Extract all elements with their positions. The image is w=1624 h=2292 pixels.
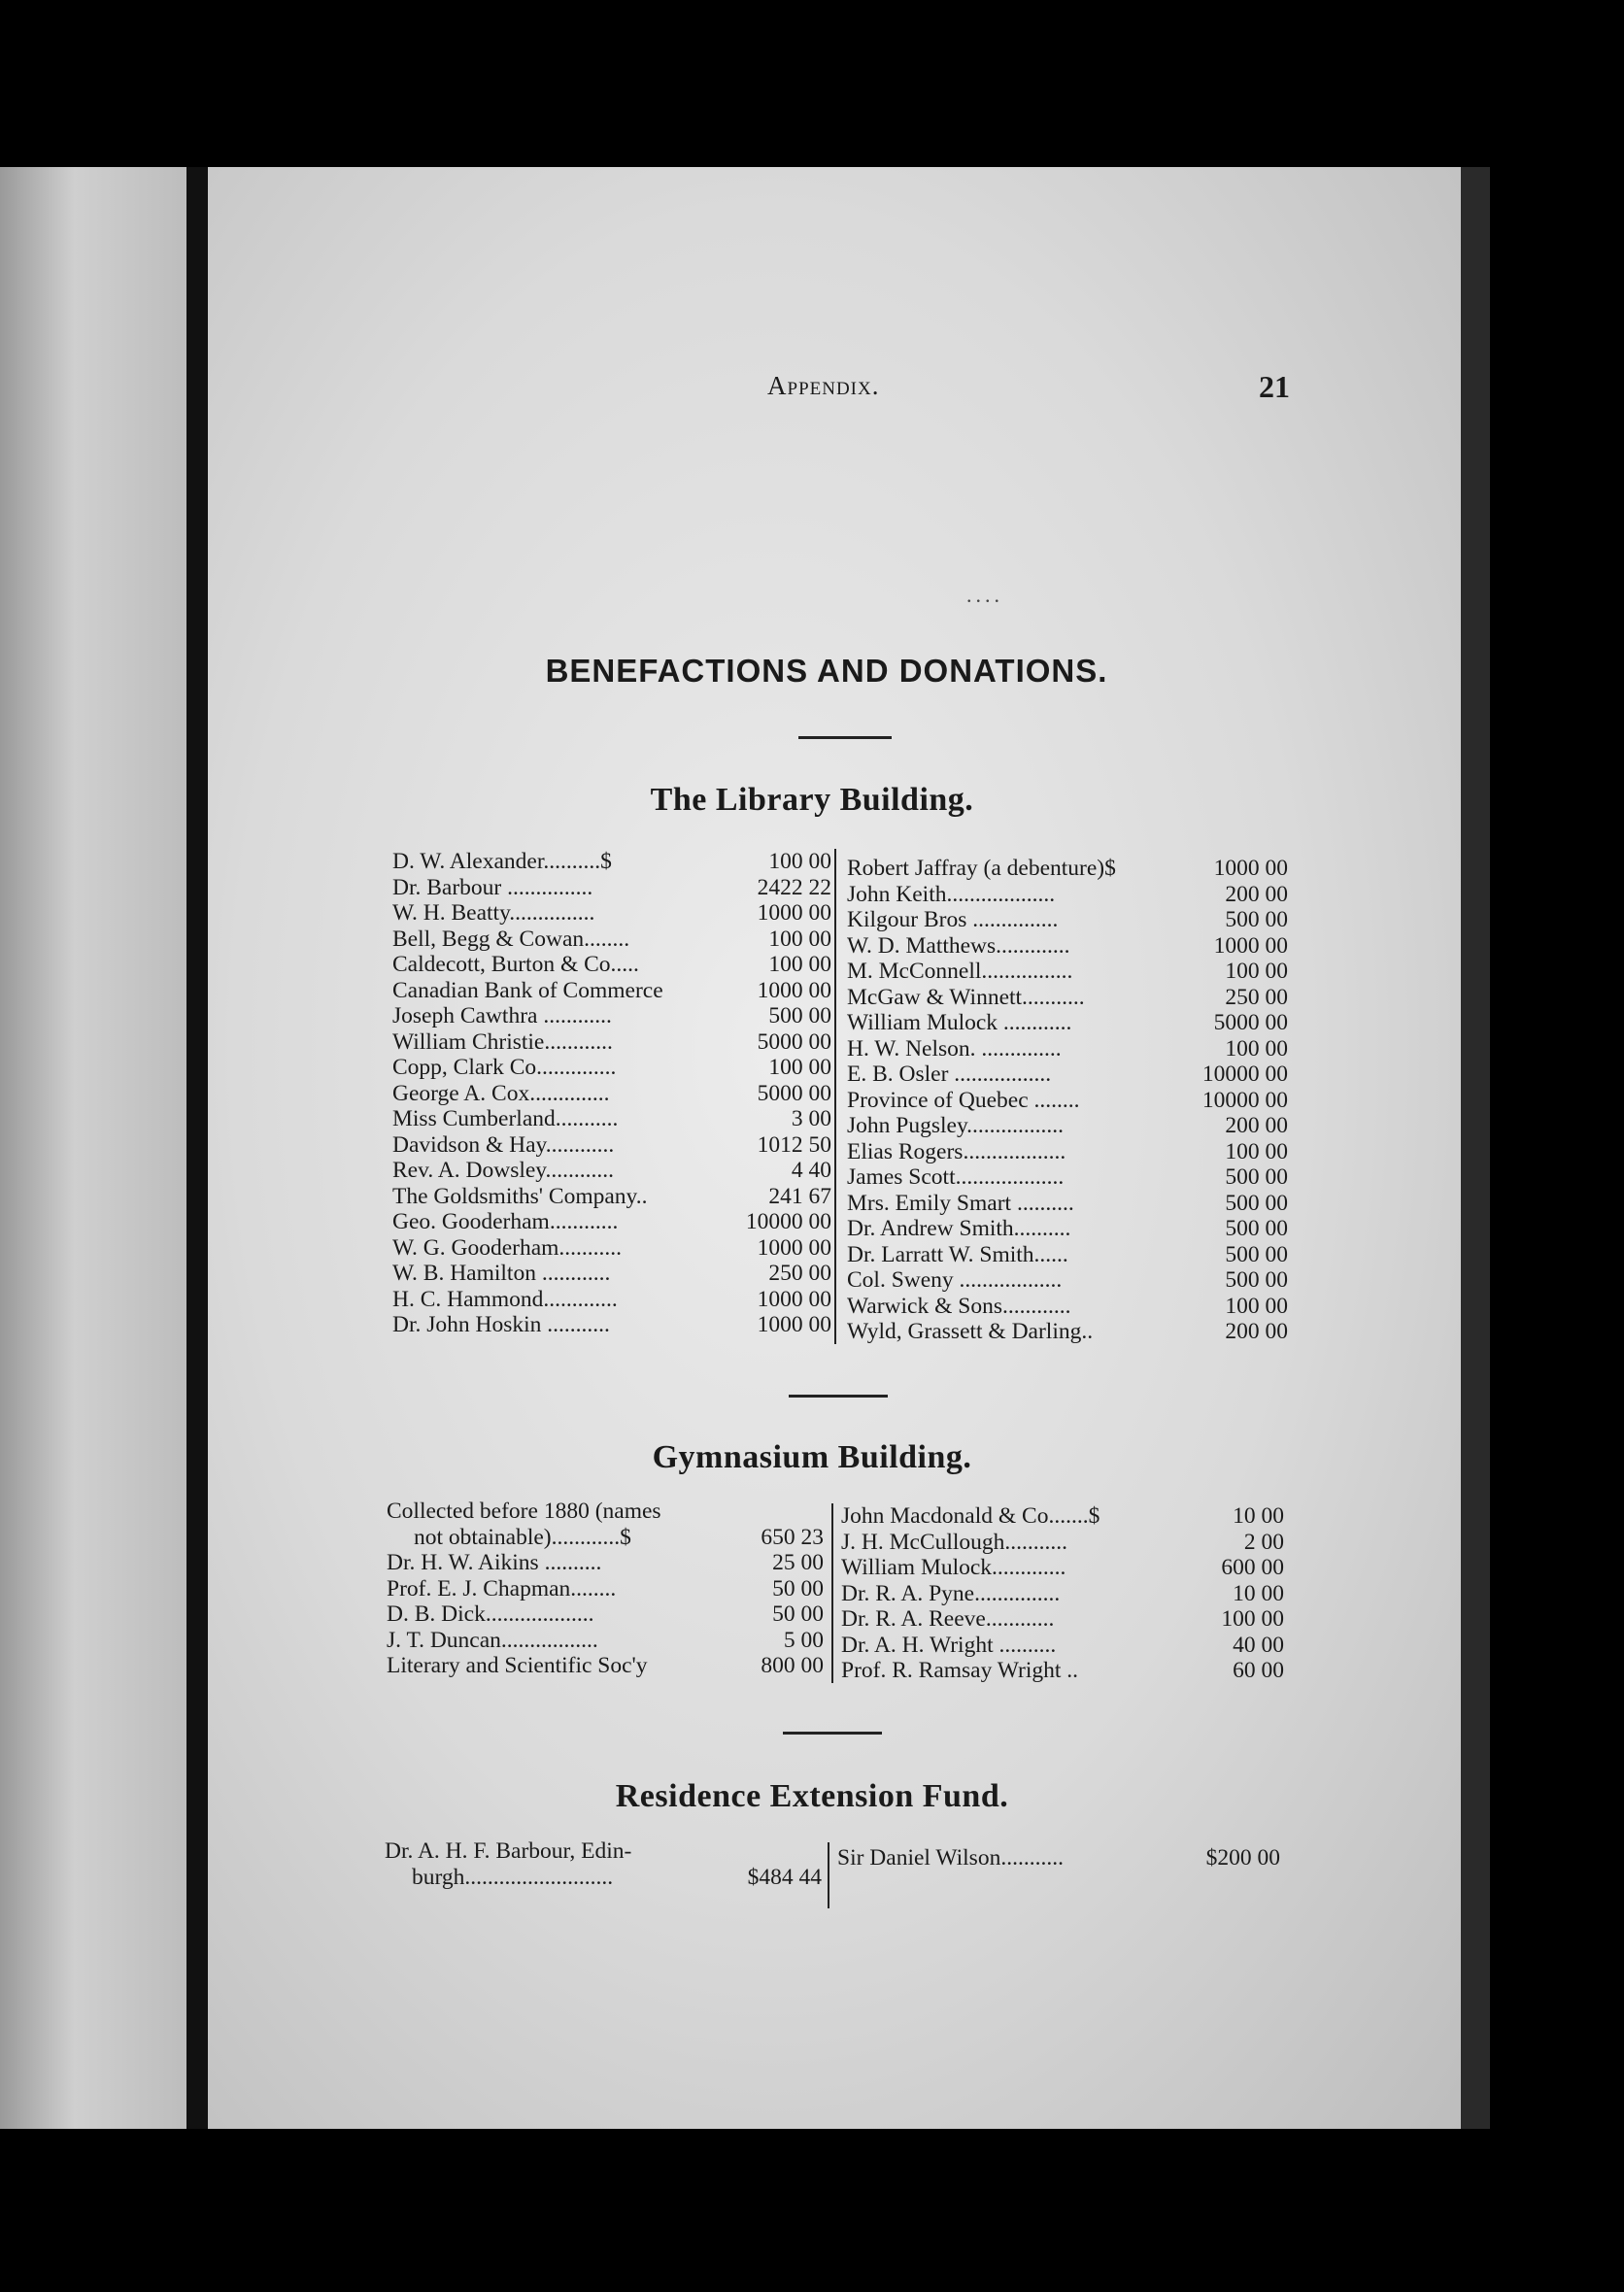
list-item [392,1235,831,1262]
list-item [392,1184,831,1210]
donor-name: M. McConnell................ [847,959,1073,984]
library-rule [789,1395,888,1398]
list-item [385,1865,822,1891]
page-number: 21 [1259,369,1290,404]
donor-name: E. B. Osler ................. [847,1062,1052,1087]
facing-page-edge [0,167,186,2129]
list-item [392,927,831,953]
running-head: Appendix. [767,371,880,400]
donor-name: J. H. McCullough........... [841,1529,1068,1555]
list-item [847,1036,1288,1062]
donor-name: James Scott................... [847,1164,1065,1190]
donation-amount: 10 00 [1233,1580,1284,1606]
donation-amount: 1000 00 [757,1234,831,1261]
list-item [385,1838,822,1865]
donation-amount: 40 00 [1233,1632,1284,1658]
list-item [392,1003,831,1029]
donation-amount: 4 40 [791,1158,831,1183]
ornament-dots: .... [966,583,1003,607]
list-item [387,1628,824,1654]
list-item [387,1601,824,1628]
list-item [847,1113,1288,1139]
donation-amount: 1000 00 [757,900,831,926]
donation-amount: 1000 00 [757,1312,831,1337]
donation-amount: 100 00 [768,1055,831,1080]
donor-name: William Christie............ [392,1028,613,1055]
donation-amount: 10 00 [1233,1503,1284,1529]
donor-name: Prof. E. J. Chapman........ [387,1575,617,1601]
donor-name: Province of Quebec ........ [847,1087,1080,1113]
donation-amount: 1000 00 [1213,856,1288,881]
list-item [392,1106,831,1132]
list-item [847,933,1288,960]
list-item [392,1132,831,1159]
gymnasium-column-divider [831,1503,833,1683]
donation-amount: 100 00 [768,952,831,977]
list-item [392,978,831,1004]
donor-name: Warwick & Sons............ [847,1293,1071,1319]
donation-amount: 500 00 [1225,1241,1288,1267]
donation-amount: $484 44 [747,1864,822,1890]
donation-amount: $200 00 [1205,1845,1280,1871]
donor-name: Bell, Begg & Cowan........ [392,926,630,952]
list-item [847,959,1288,985]
donation-amount: 2422 22 [757,874,831,900]
donation-amount: 241 67 [768,1183,831,1209]
list-item [847,1010,1288,1036]
book-gutter [186,167,208,2129]
donor-name: John Pugsley................. [847,1113,1065,1138]
list-item [841,1658,1284,1684]
donation-amount: 650 23 [761,1524,824,1550]
donation-amount: 500 00 [1225,1190,1288,1216]
list-item [392,1081,831,1107]
donor-name: Kilgour Bros ............... [847,907,1059,932]
donor-name: Dr. A. H. Wright .......... [841,1632,1057,1658]
donor-name: Robert Jaffray (a debenture)$ [847,856,1116,881]
donation-amount: 3 00 [791,1106,831,1131]
list-item [841,1503,1284,1530]
list-item [847,1242,1288,1268]
residence-right-column [837,1845,1280,1871]
list-item [847,1294,1288,1320]
donation-amount: 250 00 [1225,984,1288,1010]
library-right-column [847,856,1288,1345]
list-item [837,1845,1280,1871]
list-item [841,1530,1284,1556]
donor-name: Collected before 1880 (names [387,1499,661,1524]
list-item [847,907,1288,933]
list-item [387,1576,824,1602]
list-item [841,1581,1284,1607]
list-item [392,1261,831,1287]
library-heading: The Library Building. [650,782,974,818]
donor-name: D. B. Dick................... [387,1601,594,1627]
donor-name: Joseph Cawthra ............ [392,1003,612,1028]
donor-name: Wyld, Grassett & Darling.. [847,1319,1094,1344]
donor-name: not obtainable)............$ [414,1524,631,1550]
donor-name: W. D. Matthews............. [847,932,1070,959]
donor-name: Geo. Gooderham............ [392,1209,619,1234]
donor-name: Mrs. Emily Smart .......... [847,1190,1074,1216]
list-item [392,1287,831,1313]
list-item [847,1191,1288,1217]
list-item [392,1029,831,1056]
donation-amount: 100 00 [1225,1293,1288,1319]
donor-name: Canadian Bank of Commerce [392,977,663,1003]
donor-name: Prof. R. Ramsay Wright .. [841,1658,1079,1683]
donation-amount: 100 00 [768,926,831,952]
donor-name: Miss Cumberland........... [392,1106,619,1131]
title-rule [798,736,892,739]
donor-name: Caldecott, Burton & Co..... [392,952,639,977]
donor-name: H. W. Nelson. .............. [847,1035,1062,1062]
donor-name: W. H. Beatty............... [392,900,595,926]
donation-amount: 500 00 [1225,1164,1288,1190]
donor-name: W. B. Hamilton ............ [392,1261,611,1286]
list-item [392,952,831,978]
donation-amount: 50 00 [772,1601,824,1627]
donor-name: William Mulock ............ [847,1010,1072,1035]
library-left-column [392,849,831,1338]
donor-name: Literary and Scientific Soc'y [387,1653,648,1678]
donation-amount: 600 00 [1221,1555,1284,1580]
donation-amount: 50 00 [772,1575,824,1601]
donor-name: W. G. Gooderham........... [392,1234,623,1261]
list-item [847,1062,1288,1088]
donor-name: Col. Sweny .................. [847,1267,1063,1293]
donor-name: John Keith................... [847,881,1056,907]
donation-amount: 500 00 [768,1003,831,1028]
donation-amount: 1012 50 [757,1131,831,1158]
donation-amount: 5 00 [783,1627,824,1653]
donation-amount: 500 00 [1225,1267,1288,1293]
donation-amount: 200 00 [1225,1319,1288,1344]
donation-amount: 25 00 [772,1550,824,1575]
donation-amount: 800 00 [761,1653,824,1678]
donation-amount: 100 00 [1225,1138,1288,1164]
list-item [387,1550,824,1576]
list-item [841,1606,1284,1633]
donation-amount: 10000 00 [745,1209,831,1234]
donor-name: D. W. Alexander..........$ [392,849,612,874]
residence-column-divider [828,1842,829,1908]
donation-amount: 5000 00 [1213,1010,1288,1035]
list-item [841,1555,1284,1581]
donation-amount: 10000 00 [1201,1062,1288,1087]
list-item [847,1319,1288,1345]
donor-name: McGaw & Winnett........... [847,984,1085,1010]
library-column-divider [834,849,836,1344]
donor-name: Elias Rogers.................. [847,1138,1066,1164]
donation-amount: 60 00 [1233,1658,1284,1683]
donation-amount: 100 00 [1225,1035,1288,1062]
gymnasium-left-column [387,1499,824,1679]
gymnasium-rule [783,1732,882,1735]
residence-left-column [385,1838,822,1890]
donor-name: Dr. H. W. Aikins .......... [387,1550,602,1575]
donation-amount: 100 00 [768,849,831,874]
donation-amount: 100 00 [1221,1606,1284,1632]
list-item [392,1158,831,1184]
donor-name: Dr. A. H. F. Barbour, Edin- [385,1838,632,1864]
donation-amount: 500 00 [1225,1216,1288,1241]
list-item [847,1088,1288,1114]
residence-heading: Residence Extension Fund. [615,1778,1009,1814]
donor-name: Dr. R. A. Reeve............ [841,1606,1055,1632]
page-edge-shadow [1461,167,1490,2129]
donor-name: Dr. Larratt W. Smith...... [847,1241,1068,1267]
list-item [847,1267,1288,1294]
donor-name: William Mulock............. [841,1555,1066,1580]
donor-name: Dr. Barbour ............... [392,874,593,900]
list-item [392,1209,831,1235]
donor-name: Copp, Clark Co.............. [392,1055,617,1080]
donation-amount: 250 00 [768,1261,831,1286]
list-item [847,882,1288,908]
list-item [392,875,831,901]
donor-name: George A. Cox.............. [392,1080,610,1106]
donation-amount: 1000 00 [757,977,831,1003]
donor-name: J. T. Duncan................. [387,1627,598,1653]
donation-amount: 200 00 [1225,881,1288,907]
donation-amount: 5000 00 [757,1028,831,1055]
donation-amount: 500 00 [1225,907,1288,932]
donation-amount: 1000 00 [757,1286,831,1312]
donor-name: Rev. A. Dowsley............ [392,1158,615,1183]
donor-name: The Goldsmiths' Company.. [392,1183,648,1209]
donation-amount: 2 00 [1243,1529,1284,1555]
list-item [847,1139,1288,1165]
donation-amount: 200 00 [1225,1113,1288,1138]
list-item [392,900,831,927]
list-item [392,849,831,875]
list-item [847,1164,1288,1191]
donor-name: Sir Daniel Wilson........... [837,1845,1064,1871]
donation-amount: 10000 00 [1201,1087,1288,1113]
donor-name: John Macdonald & Co.......$ [841,1503,1100,1529]
donor-name: H. C. Hammond............. [392,1286,618,1312]
list-item [387,1499,824,1525]
donor-name: Davidson & Hay............ [392,1131,615,1158]
donation-amount: 100 00 [1225,959,1288,984]
donor-name: Dr. R. A. Pyne............... [841,1580,1061,1606]
list-item [392,1055,831,1081]
donation-amount: 5000 00 [757,1080,831,1106]
donation-amount: 1000 00 [1213,932,1288,959]
gymnasium-heading: Gymnasium Building. [652,1439,972,1475]
list-item [387,1525,824,1551]
list-item [387,1653,824,1679]
list-item [847,985,1288,1011]
donor-name: burgh.......................... [412,1864,614,1890]
list-item [847,856,1288,882]
gymnasium-right-column [841,1503,1284,1684]
page-title: BENEFACTIONS AND DONATIONS. [545,653,1108,689]
list-item [841,1633,1284,1659]
donor-name: Dr. Andrew Smith.......... [847,1216,1071,1241]
donor-name: Dr. John Hoskin ........... [392,1312,610,1337]
list-item [392,1312,831,1338]
list-item [847,1216,1288,1242]
